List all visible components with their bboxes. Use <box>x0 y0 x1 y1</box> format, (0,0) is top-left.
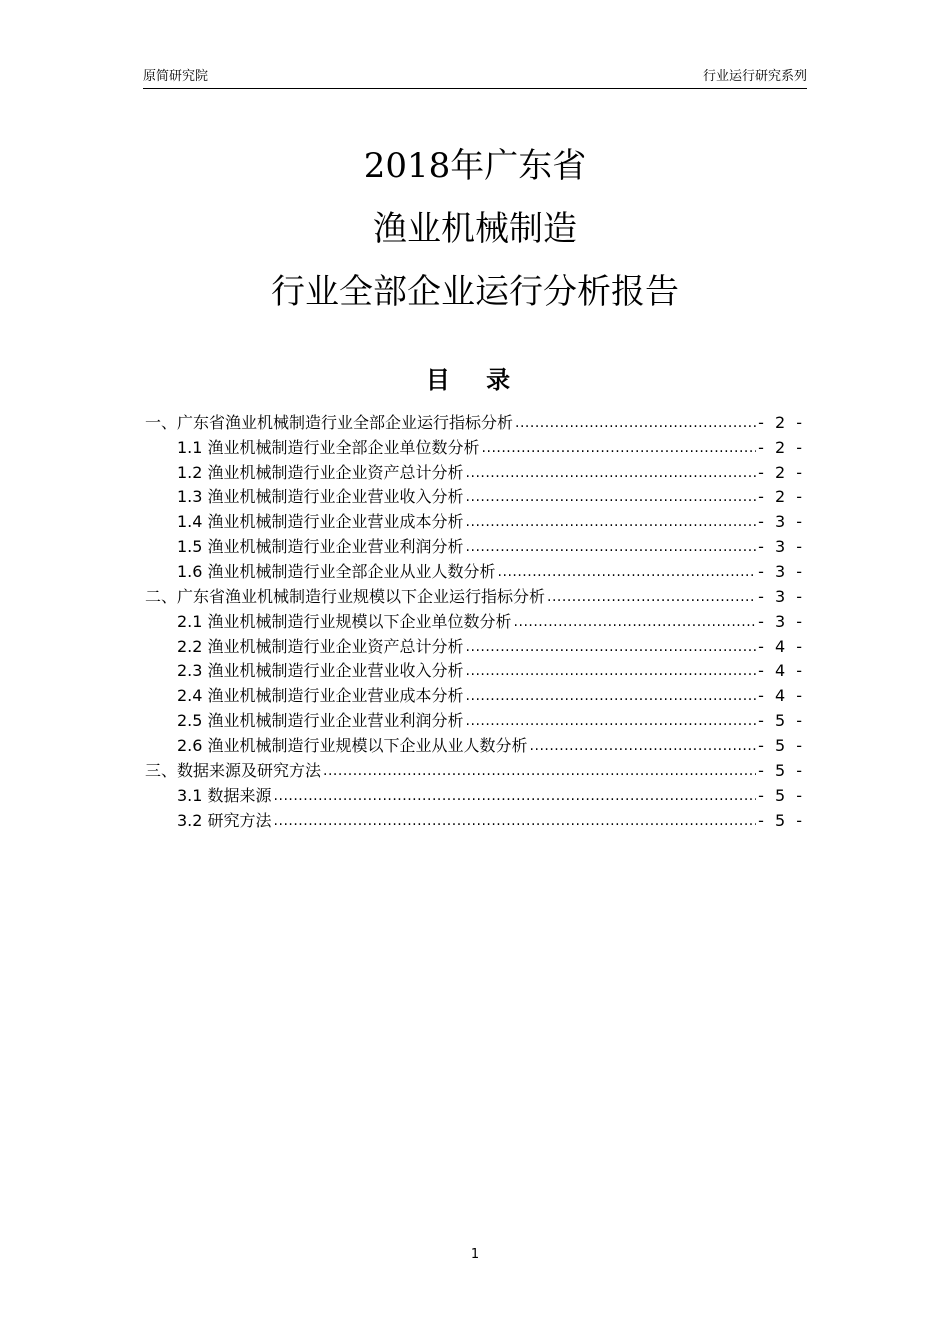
toc-entry-page: - 3 - <box>758 611 805 631</box>
toc-leader-dots <box>466 487 757 507</box>
toc-leader-dots <box>498 562 757 582</box>
title-line-2: 渔业机械制造 <box>373 209 577 249</box>
toc-entry[interactable] <box>145 408 805 433</box>
toc-entry[interactable] <box>145 532 805 557</box>
toc-leader-dots <box>323 761 756 781</box>
header-left-text: 原简研究院 <box>143 69 209 84</box>
toc-entry-page: - 2 - <box>758 462 805 482</box>
toc-leader-dots <box>515 413 756 433</box>
toc-entry-label: 3.1 数据来源 <box>177 785 272 805</box>
toc-entry-page: - 4 - <box>758 661 805 681</box>
toc-entry-page: - 2 - <box>758 437 805 457</box>
toc-entry-page: - 5 - <box>758 711 805 731</box>
toc-entry[interactable] <box>145 458 805 483</box>
toc-entry[interactable] <box>145 582 805 607</box>
toc-leader-dots <box>274 811 757 831</box>
toc-entry-label: 1.4 渔业机械制造行业企业营业成本分析 <box>177 512 464 532</box>
toc-entry-label: 1.2 渔业机械制造行业企业资产总计分析 <box>177 462 464 482</box>
toc-leader-dots <box>530 736 757 756</box>
toc-leader-dots <box>466 537 757 557</box>
toc-entry-page: - 2 - <box>758 412 805 432</box>
toc-entry-label: 1.6 渔业机械制造行业全部企业从业人数分析 <box>177 562 496 582</box>
table-of-contents <box>145 408 805 831</box>
toc-entry[interactable] <box>145 433 805 458</box>
toc-entry-page: - 3 - <box>758 562 805 582</box>
toc-entry-page: - 5 - <box>758 785 805 805</box>
toc-entry-label: 1.5 渔业机械制造行业企业营业利润分析 <box>177 537 464 557</box>
toc-entry-label: 2.6 渔业机械制造行业规模以下企业从业人数分析 <box>177 736 528 756</box>
toc-entry[interactable] <box>145 483 805 508</box>
toc-entry-label: 2.2 渔业机械制造行业企业资产总计分析 <box>177 636 464 656</box>
toc-entry-label: 2.1 渔业机械制造行业规模以下企业单位数分析 <box>177 611 512 631</box>
toc-entry[interactable] <box>145 681 805 706</box>
toc-entry[interactable] <box>145 806 805 831</box>
toc-leader-dots <box>466 463 757 483</box>
header-right-text: 行业运行研究系列 <box>702 69 807 84</box>
toc-entry[interactable] <box>145 756 805 781</box>
toc-leader-dots <box>274 786 757 806</box>
toc-entry-label: 3.2 研究方法 <box>177 810 272 830</box>
toc-entry[interactable] <box>145 731 805 756</box>
toc-entry-label: 2.3 渔业机械制造行业企业营业收入分析 <box>177 661 464 681</box>
toc-entry-page: - 3 - <box>758 512 805 532</box>
toc-leader-dots <box>482 438 757 458</box>
toc-entry-page: - 4 - <box>758 686 805 706</box>
toc-entry-page: - 3 - <box>758 586 805 606</box>
toc-entry-label: 1.3 渔业机械制造行业企业营业收入分析 <box>177 487 464 507</box>
toc-entry-page: - 5 - <box>758 810 805 830</box>
toc-leader-dots <box>514 612 757 632</box>
toc-entry[interactable] <box>145 632 805 657</box>
toc-entry-label: 三、数据来源及研究方法 <box>145 760 322 780</box>
toc-leader-dots <box>466 686 757 706</box>
toc-entry-label: 2.4 渔业机械制造行业企业营业成本分析 <box>177 686 464 706</box>
page-number: 1 <box>470 1247 480 1262</box>
toc-entry[interactable] <box>145 607 805 632</box>
toc-entry-page: - 3 - <box>758 537 805 557</box>
toc-leader-dots <box>466 711 757 731</box>
toc-entry-label: 一、广东省渔业机械制造行业全部企业运行指标分析 <box>145 412 514 432</box>
toc-leader-dots <box>466 661 757 681</box>
toc-entry-page: - 5 - <box>758 760 805 780</box>
toc-entry[interactable] <box>145 557 805 582</box>
toc-heading: 目 录 <box>425 366 525 394</box>
toc-leader-dots <box>466 637 757 657</box>
toc-leader-dots <box>466 512 757 532</box>
title-line-1: 2018年广东省 <box>363 146 587 186</box>
toc-entry[interactable] <box>145 507 805 532</box>
toc-entry-label: 1.1 渔业机械制造行业全部企业单位数分析 <box>177 437 480 457</box>
toc-entry-page: - 2 - <box>758 487 805 507</box>
page-header <box>143 68 807 89</box>
toc-entry-label: 二、广东省渔业机械制造行业规模以下企业运行指标分析 <box>145 586 546 606</box>
toc-leader-dots <box>547 587 756 607</box>
toc-entry[interactable] <box>145 781 805 806</box>
toc-entry-label: 2.5 渔业机械制造行业企业营业利润分析 <box>177 711 464 731</box>
toc-entry-page: - 4 - <box>758 636 805 656</box>
title-line-3: 行业全部企业运行分析报告 <box>271 272 679 312</box>
toc-entry-page: - 5 - <box>758 736 805 756</box>
toc-entry[interactable] <box>145 706 805 731</box>
toc-entry[interactable] <box>145 657 805 682</box>
